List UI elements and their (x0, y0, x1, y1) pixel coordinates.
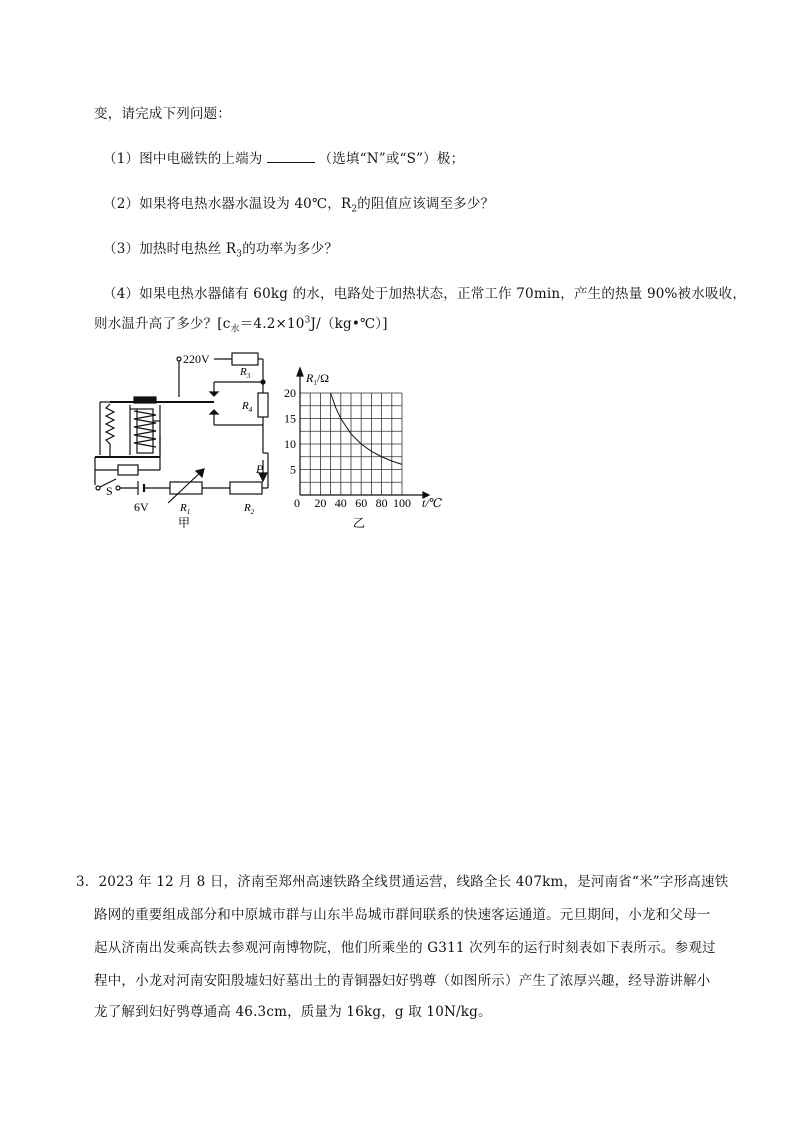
question-3-line-4: 程中，小龙对河南安阳殷墟妇好墓出土的青铜器妇好鸮尊（如图所示）产生了浓厚兴趣，经导游讲解小 (94, 973, 711, 989)
x-tick-label: 80 (375, 496, 388, 510)
slider-p-label: P (256, 462, 264, 476)
y-tick-label: 10 (284, 437, 296, 451)
question-1 (103, 147, 464, 167)
circuit-diagram (90, 345, 280, 535)
subscript: 水 (230, 324, 240, 335)
x-tick-label: 60 (355, 496, 368, 510)
superscript: 3 (304, 315, 311, 326)
q4-text: ＝4.2×10 (239, 316, 305, 332)
question-2-text-end: 的阻值应该调至多少？ (357, 196, 495, 212)
question-4-line-2 (94, 312, 388, 335)
x-tick-label: 20 (314, 496, 327, 510)
answer-blank[interactable] (267, 150, 315, 163)
x-tick-label: 100 (393, 496, 411, 510)
figure-caption-yi: 乙 (353, 516, 366, 530)
resistance-curve (331, 393, 402, 464)
battery-label: 6V (134, 500, 149, 514)
y-tick-label: 20 (284, 386, 296, 400)
origin-label: 0 (294, 496, 300, 510)
question-3-line-3: 起从济南出发乘高铁去参观河南博物院，他们所乘坐的 G311 次列车的运行时刻表如下表所示。参观过 (94, 940, 716, 956)
question-4-line-1: （4）如果电热水器储有 60kg 的水，电路处于加热状态，正常工作 70min，产生的热量 90%被水吸收， (103, 286, 747, 302)
y-axis-label: $R_1/\Omega$ (306, 371, 330, 387)
switch-label: S (106, 484, 113, 498)
question-3-text-end: 的功率为多少？ (242, 241, 339, 257)
r1-label: $R_1$ (180, 502, 191, 516)
question-2-text: （2）如果将电热水器水温设为 40℃，R (103, 196, 352, 212)
intro-text: 变，请完成下列问题： (94, 106, 231, 122)
r2-label: $R_2$ (244, 502, 255, 516)
r3-label: $R_3$ (240, 366, 251, 380)
q4-text: 则水温升高了多少？[c (94, 316, 231, 332)
y-tick-label: 15 (284, 411, 296, 426)
question-3-text: （3）加热时电热丝 R (103, 241, 237, 257)
figure-caption-jia: 甲 (178, 516, 191, 530)
question-3 (103, 237, 338, 260)
resistance-temperature-chart (280, 360, 455, 535)
question-3-line-5: 龙了解到妇好鸮尊通高 46.3cm，质量为 16kg，g 取 10N/kg。 (94, 1004, 492, 1020)
x-tick-label: 40 (334, 496, 347, 510)
subscript: 3 (236, 249, 243, 260)
question-3-line-1: 3．2023 年 12 月 8 日，济南至郑州高速铁路全线贯通运营，线路全长 407km，是河南省“米”字形高速铁 (76, 874, 729, 890)
r4-label: $R_4$ (242, 400, 253, 414)
q4-text: J/（kg•℃）] (310, 316, 388, 332)
question-3-line-2: 路网的重要组成部分和中原城市群与山东半岛城市群间联系的快速客运通道。元旦期间，小龙和父母一 (94, 907, 711, 923)
question-2 (103, 192, 494, 215)
question-1-choices: （选填“N”或“S”）极； (318, 151, 465, 167)
voltage-label: 220V (183, 352, 210, 366)
y-tick-label: 5 (290, 462, 296, 477)
question-1-text: （1）图中电磁铁的上端为 (103, 151, 263, 167)
x-axis-label: t/℃ (422, 496, 443, 510)
subscript: 2 (351, 204, 358, 215)
